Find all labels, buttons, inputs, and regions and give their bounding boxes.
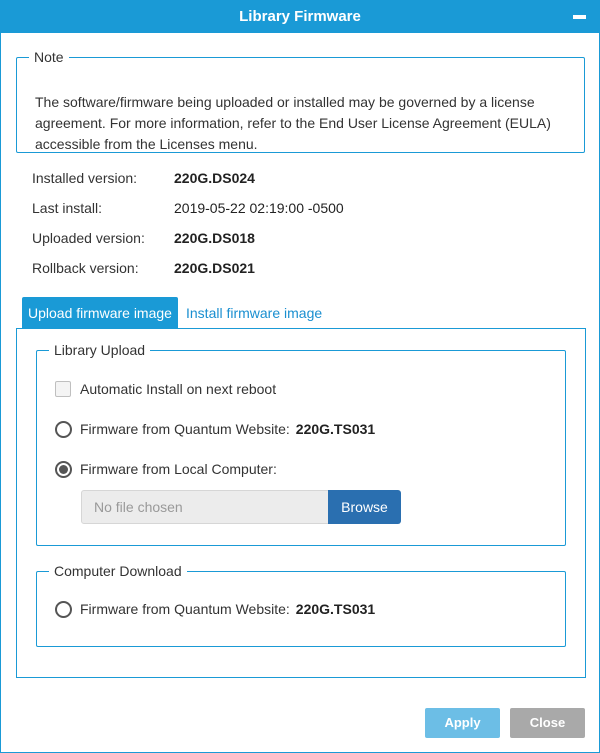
download-website-text (80, 601, 375, 617)
upload-website-text (80, 421, 375, 437)
uploaded-version-label: Uploaded version: (32, 230, 145, 246)
file-chooser-field[interactable]: No file chosen (81, 490, 329, 524)
browse-button[interactable]: Browse (328, 490, 401, 524)
computer-download-legend: Computer Download (54, 563, 182, 579)
upload-website-label: Firmware from Quantum Website: (80, 421, 290, 437)
local-computer-label: Firmware from Local Computer: (80, 461, 277, 477)
apply-button[interactable]: Apply (425, 708, 500, 738)
auto-install-checkbox[interactable] (55, 381, 71, 397)
download-website-version: 220G.TS031 (295, 601, 376, 617)
dialog-titlebar (1, 1, 599, 33)
upload-website-version: 220G.TS031 (295, 421, 376, 437)
last-install-label: Last install: (32, 200, 103, 216)
uploaded-version-value: 220G.DS018 (174, 230, 255, 246)
installed-version-label: Installed version: (32, 170, 138, 186)
last-install-value: 2019-05-22 02:19:00 -0500 (174, 200, 344, 216)
rollback-version-label: Rollback version: (32, 260, 139, 276)
library-upload-legend: Library Upload (54, 342, 146, 358)
note-legend: Note (34, 49, 64, 65)
note-text: The software/firmware being uploaded or installed may be governed by a license agreement. For more information, refer to the End User License Agreement (EULA) accessible from the Licenses menu. (35, 94, 551, 152)
close-button[interactable]: Close (510, 708, 585, 738)
installed-version-value: 220G.DS024 (174, 170, 255, 186)
download-website-label: Firmware from Quantum Website: (80, 601, 290, 617)
tab-upload-firmware-image[interactable]: Upload firmware image (22, 297, 178, 329)
auto-install-label: Automatic Install on next reboot (80, 381, 277, 397)
local-computer-radio[interactable] (55, 461, 72, 478)
minimize-icon[interactable] (573, 15, 586, 19)
tab-install-firmware-image[interactable]: Install firmware image (186, 305, 323, 321)
note-box (16, 49, 585, 153)
download-website-radio[interactable] (55, 601, 72, 618)
dialog-title: Library Firmware (239, 8, 361, 25)
rollback-version-value: 220G.DS021 (174, 260, 255, 276)
upload-website-radio[interactable] (55, 421, 72, 438)
